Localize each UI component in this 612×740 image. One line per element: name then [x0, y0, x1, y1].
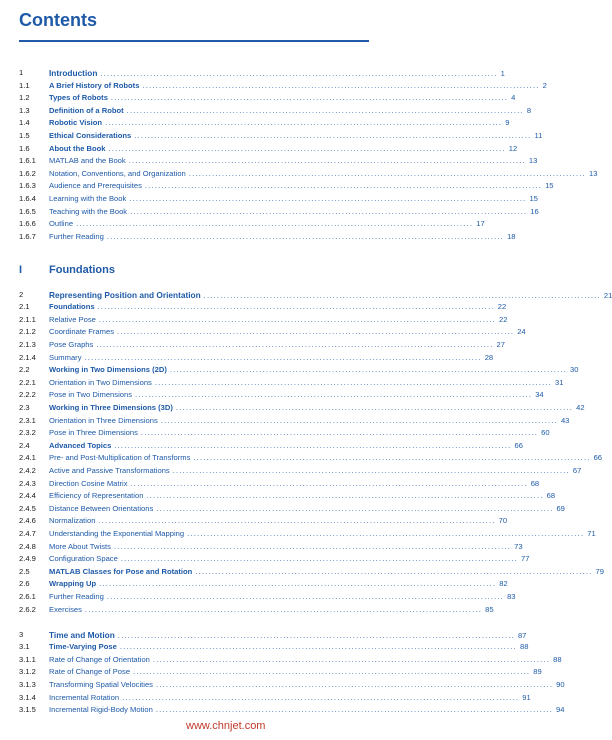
section-title[interactable]: Advanced Topics [49, 440, 112, 450]
section-number: 2.4.4 [19, 491, 36, 501]
page-number[interactable]: 79 [595, 566, 604, 576]
dot-leader: ........................................................................................................................ [84, 604, 483, 614]
page-number[interactable]: 18 [507, 231, 516, 241]
page-number[interactable]: 66 [514, 440, 523, 450]
toc-entry[interactable] [19, 692, 531, 704]
section-title[interactable]: Pose in Two Dimensions [49, 390, 133, 400]
section-title[interactable]: Incremental Rigid-Body Motion [49, 705, 153, 715]
toc-entry-line [49, 604, 494, 616]
page-number[interactable]: 22 [499, 314, 508, 324]
dot-leader: ........................................................................................................................ [84, 352, 482, 362]
section-number: 3.1 [19, 642, 30, 652]
dot-leader: ........................................................................................................................ [114, 440, 512, 450]
section-title[interactable]: Pre- and Post-Multiplication of Transforms [49, 453, 191, 463]
dot-leader: ........................................................................................................................ [130, 478, 528, 488]
section-title[interactable]: Incremental Rotation [49, 692, 120, 702]
dot-leader: ........................................................................................................................ [195, 566, 593, 576]
section-title[interactable]: Coordinate Frames [49, 327, 114, 337]
section-number: 2.1.4 [19, 352, 36, 362]
dot-leader: ........................................................................................................................ [175, 402, 574, 412]
page-number[interactable]: 17 [476, 219, 485, 229]
toc-entry-line [49, 193, 538, 205]
section-title[interactable]: Active and Passive Transformations [49, 465, 170, 475]
toc-entry-line [49, 553, 530, 565]
page-number[interactable]: 68 [546, 491, 556, 501]
page-number[interactable]: 85 [485, 604, 494, 614]
toc-entry-line [49, 231, 516, 243]
dot-leader: ........................................................................................................................ [187, 528, 585, 538]
dot-leader: ........................................................................................................................ [119, 642, 517, 652]
toc-entry-line [49, 666, 542, 678]
toc-entry[interactable] [19, 427, 550, 439]
page-number[interactable]: 82 [499, 579, 508, 589]
toc-entry-line [49, 654, 562, 666]
dot-leader: ........................................................................................................................ [97, 302, 495, 312]
toc-entry[interactable] [19, 591, 516, 603]
toc-entry-line [49, 427, 550, 439]
dot-leader: ........................................................................................................................ [122, 692, 520, 702]
section-title[interactable]: Audience and Prerequisites [49, 181, 142, 191]
toc-entry-line [49, 692, 531, 704]
section-number: 3.1.2 [19, 667, 36, 677]
toc-entry-line [49, 389, 544, 401]
toc-entry-line [49, 490, 556, 502]
toc-entry[interactable] [19, 105, 532, 117]
section-title[interactable]: Teaching with the Book [49, 206, 128, 216]
dot-leader: ........................................................................................................................ [154, 377, 553, 387]
toc-entry[interactable] [19, 143, 518, 155]
section-title[interactable]: Rate of Change of Orientation [49, 654, 150, 664]
toc-entry[interactable] [19, 541, 523, 553]
dot-leader: ........................................................................................................................ [160, 415, 558, 425]
page-number[interactable]: 28 [484, 352, 494, 362]
toc-entry[interactable] [19, 180, 554, 192]
dot-leader: ........................................................................................................................ [108, 143, 506, 153]
page-number[interactable]: 13 [588, 168, 598, 178]
page-number[interactable]: 2 [542, 80, 547, 90]
section-title[interactable]: Rate of Change of Pose [49, 667, 131, 677]
section-number: 1.3 [19, 105, 30, 115]
toc-entry[interactable] [19, 528, 596, 540]
section-number: 2.4.3 [19, 478, 36, 488]
part-title: Foundations [49, 264, 115, 276]
dot-leader: ........................................................................................................................ [98, 314, 497, 324]
page-number[interactable]: 88 [520, 642, 529, 652]
toc-entry[interactable] [19, 503, 565, 515]
dot-leader: ........................................................................................................................ [99, 579, 497, 589]
toc-entry[interactable] [19, 67, 505, 79]
toc-entry[interactable] [19, 679, 565, 691]
section-number: 2.2.1 [19, 377, 36, 387]
toc-entry-line [49, 168, 598, 180]
page-number[interactable]: 68 [530, 478, 540, 488]
section-number: 2.4.1 [19, 453, 36, 463]
section-number: 2.3.1 [19, 415, 36, 425]
section-title[interactable]: Understanding the Exponential Mapping [49, 528, 185, 538]
section-title[interactable]: Direction Cosine Matrix [49, 478, 128, 488]
section-number: 2.6 [19, 579, 30, 589]
dot-leader: ........................................................................................................................ [135, 390, 533, 400]
toc-entry[interactable] [19, 641, 529, 653]
page-number[interactable]: 24 [517, 327, 526, 337]
toc-entry[interactable] [19, 478, 540, 490]
toc-entry[interactable] [19, 377, 564, 389]
page-number[interactable]: 8 [526, 105, 532, 115]
section-number: 2.4.8 [19, 541, 36, 551]
section-title[interactable]: About the Book [49, 143, 106, 153]
toc-entry-line [49, 402, 585, 414]
dot-leader: ........................................................................................................................ [133, 667, 531, 677]
page-number[interactable]: 31 [555, 377, 564, 387]
section-title[interactable]: Ethical Considerations [49, 131, 132, 140]
toc-entry-line [49, 92, 516, 104]
dot-leader: ........................................................................................................................ [188, 168, 586, 178]
section-number: 2.3 [19, 402, 30, 412]
toc-entry-line [49, 352, 494, 364]
page-number[interactable]: 21 [603, 290, 612, 300]
toc-entry[interactable] [19, 364, 579, 376]
toc-entry-line [49, 339, 505, 351]
page-number[interactable]: 69 [556, 503, 565, 513]
toc-entry-line [49, 452, 603, 464]
dot-leader: ........................................................................................................................ [155, 679, 554, 689]
section-title[interactable]: Wrapping Up [49, 579, 97, 589]
watermark: www.chnjet.com [186, 720, 266, 732]
toc-entry[interactable] [19, 339, 505, 351]
section-title[interactable]: MATLAB and the Book [49, 156, 126, 166]
section-number: 1.1 [19, 80, 30, 90]
dot-leader: ........................................................................................................................ [134, 131, 532, 140]
section-title[interactable]: Efficiency of Representation [49, 491, 144, 501]
section-number: 3.1.3 [19, 679, 36, 689]
dot-leader: ........................................................................................................................ [96, 339, 494, 349]
toc-entry-line [49, 218, 485, 230]
toc-entry[interactable] [19, 553, 530, 565]
section-number: 1.6.6 [19, 219, 36, 229]
section-title[interactable]: Configuration Space [49, 554, 118, 564]
page-number[interactable]: 30 [570, 365, 579, 375]
section-title[interactable]: Distance Between Orientations [49, 503, 154, 513]
section-number: 2.1 [19, 302, 30, 312]
section-title[interactable]: Working in Two Dimensions (2D) [49, 365, 167, 375]
toc-entry[interactable] [19, 206, 539, 218]
toc-entry-line [49, 515, 508, 527]
toc-entry[interactable] [19, 168, 598, 180]
section-title[interactable]: Definition of a Robot [49, 105, 124, 115]
toc-entry[interactable] [19, 314, 508, 326]
page-number[interactable]: 43 [560, 415, 570, 425]
section-number: 1.6.2 [19, 168, 36, 178]
toc-entry[interactable] [19, 326, 526, 338]
dot-leader: ........................................................................................................................ [120, 554, 518, 564]
page-number[interactable]: 15 [529, 194, 538, 203]
page-number[interactable]: 15 [545, 181, 554, 191]
page-number[interactable]: 83 [507, 591, 516, 601]
page-number[interactable]: 77 [521, 554, 530, 564]
section-number: 2.4 [19, 440, 30, 450]
toc-entry-line [49, 415, 570, 427]
toc-entry-line [49, 289, 612, 302]
page-number[interactable]: 11 [534, 131, 543, 140]
section-title[interactable]: Transforming Spatial Velocities [49, 679, 153, 689]
section-title[interactable]: Working in Three Dimensions (3D) [49, 402, 173, 412]
section-title[interactable]: Representing Position and Orientation [49, 289, 201, 300]
section-title[interactable]: Normalization [49, 516, 96, 526]
section-title[interactable]: MATLAB Classes for Pose and Rotation [49, 566, 193, 576]
section-number: 2.2.2 [19, 390, 36, 400]
toc-entry[interactable] [19, 155, 538, 167]
section-title[interactable]: Summary [49, 352, 82, 362]
toc-entry-line [49, 117, 510, 129]
toc-entry-line [49, 578, 508, 590]
section-number: 2.4.7 [19, 528, 36, 538]
section-number: 3.1.1 [19, 654, 36, 664]
dot-leader: ........................................................................................................................ [98, 516, 496, 526]
title-rule [19, 40, 369, 42]
toc-entry-line [49, 180, 554, 192]
section-title[interactable]: Further Reading [49, 231, 104, 241]
toc-entry-line [49, 679, 565, 691]
section-number: 2.6.2 [19, 604, 36, 614]
dot-leader: ........................................................................................................................ [105, 118, 503, 128]
page-number[interactable]: 1 [500, 69, 505, 78]
page-number[interactable]: 16 [530, 206, 539, 216]
section-title[interactable]: A Brief History of Robots [49, 80, 140, 90]
toc-entry-line [49, 566, 604, 578]
section-number: 1.2 [19, 93, 30, 103]
dot-leader: ........................................................................................................................ [156, 503, 554, 513]
section-number: 1.6.3 [19, 181, 36, 191]
toc-entry-line [49, 143, 518, 155]
section-title[interactable]: Foundations [49, 302, 95, 312]
section-title[interactable]: Introduction [49, 68, 98, 78]
section-number: 1.6.5 [19, 206, 36, 216]
dot-leader: ........................................................................................................................ [203, 290, 601, 300]
toc-entry[interactable] [19, 289, 612, 301]
section-title[interactable]: Outline [49, 219, 74, 229]
toc-entry-line [49, 478, 540, 490]
toc-entry[interactable] [19, 301, 507, 313]
section-number: 2.4.9 [19, 554, 36, 564]
toc-entry-line [49, 206, 539, 218]
section-title[interactable]: Types of Robots [49, 93, 108, 103]
section-title[interactable]: Pose Graphs [49, 339, 94, 349]
toc-entry-line [49, 629, 527, 642]
section-number: 1.6.1 [19, 156, 36, 166]
toc-entry-line [49, 80, 547, 92]
page-number[interactable]: 87 [517, 630, 527, 640]
section-title[interactable]: Exercises [49, 604, 82, 614]
toc-entry-line [49, 314, 508, 326]
toc-entry-line [49, 364, 579, 376]
toc-entry[interactable] [19, 465, 582, 477]
part-heading [19, 264, 369, 280]
page-number[interactable]: 91 [522, 692, 531, 702]
toc-entry[interactable] [19, 566, 604, 578]
toc-entry-line [49, 503, 565, 515]
page-number[interactable]: 13 [528, 156, 538, 166]
page-number[interactable]: 27 [496, 339, 505, 349]
toc-entry[interactable] [19, 490, 556, 502]
section-number: 2.1.3 [19, 339, 36, 349]
section-title[interactable]: Robotic Vision [49, 118, 103, 128]
toc-entry[interactable] [19, 218, 485, 230]
section-number: 1.6.7 [19, 231, 36, 241]
toc-entry[interactable] [19, 629, 527, 641]
toc-entry-line [49, 465, 582, 477]
page-number[interactable]: 60 [541, 428, 550, 438]
section-number: 2 [19, 289, 24, 299]
section-title[interactable]: Relative Pose [49, 314, 96, 324]
dot-leader: ........................................................................................................................ [140, 428, 539, 438]
toc-entry-line [49, 528, 596, 540]
toc-entry-line [49, 377, 564, 389]
section-number: 2.4.6 [19, 516, 36, 526]
page-number[interactable]: 66 [593, 453, 603, 463]
toc-entry-line [49, 641, 529, 653]
toc-entry-line [49, 301, 507, 313]
section-number: 2.2 [19, 365, 30, 375]
toc-entry[interactable] [19, 130, 543, 142]
section-title[interactable]: Notation, Conventions, and Organization [49, 168, 186, 178]
toc-entry[interactable] [19, 92, 516, 104]
dot-leader: ........................................................................................................................ [152, 654, 551, 664]
section-title[interactable]: More About Twists [49, 541, 111, 551]
dot-leader: ........................................................................................................................ [155, 705, 554, 715]
section-number: 1.5 [19, 131, 30, 140]
toc-entry[interactable] [19, 452, 603, 464]
section-number: 2.6.1 [19, 591, 36, 601]
toc-entry[interactable] [19, 704, 565, 716]
toc-entry[interactable] [19, 654, 562, 666]
toc-entry[interactable] [19, 352, 494, 364]
section-number: 2.5 [19, 566, 30, 576]
dot-leader: ........................................................................................................................ [106, 591, 505, 601]
page-number[interactable]: 4 [511, 93, 516, 103]
section-title[interactable]: Further Reading [49, 591, 104, 601]
section-number: 2.4.5 [19, 503, 36, 513]
section-title[interactable]: Pose in Three Dimensions [49, 428, 138, 438]
dot-leader: ........................................................................................................................ [144, 181, 543, 191]
page-number[interactable]: 90 [556, 679, 565, 689]
toc-entry[interactable] [19, 80, 547, 92]
dot-leader: ........................................................................................................................ [172, 465, 570, 475]
toc-entry[interactable] [19, 440, 523, 452]
section-number: 3.1.5 [19, 705, 36, 715]
dot-leader: ........................................................................................................................ [169, 365, 568, 375]
part-number: I [19, 264, 23, 276]
page-title: Contents [19, 10, 97, 30]
section-title[interactable]: Orientation in Two Dimensions [49, 377, 152, 387]
dot-leader: ........................................................................................................................ [142, 80, 540, 90]
toc-entry-line [49, 440, 523, 452]
section-title[interactable]: Learning with the Book [49, 194, 127, 203]
toc-entry-line [49, 155, 538, 167]
page-number[interactable]: 70 [498, 516, 508, 526]
dot-leader: ........................................................................................................................ [126, 105, 524, 115]
section-number: 2.1.1 [19, 314, 36, 324]
section-number: 1.4 [19, 118, 30, 128]
toc-entry-line [49, 130, 543, 142]
page-number[interactable]: 94 [556, 705, 565, 715]
dot-leader: ........................................................................................................................ [128, 156, 526, 166]
section-number: 2.1.2 [19, 327, 36, 337]
toc-entry[interactable] [19, 415, 570, 427]
section-number: 2.3.2 [19, 428, 36, 438]
toc-entry-line [49, 541, 523, 553]
dot-leader: ........................................................................................................................ [106, 231, 505, 241]
dot-leader: ........................................................................................................................ [110, 93, 509, 103]
page-number[interactable]: 12 [508, 143, 518, 153]
dot-leader: ........................................................................................................................ [76, 219, 474, 229]
toc-entry[interactable] [19, 231, 516, 243]
dot-leader: ........................................................................................................................ [193, 453, 591, 463]
toc-entry[interactable] [19, 193, 538, 205]
toc-entry-line [49, 704, 565, 716]
section-number: 1.6.4 [19, 194, 36, 203]
toc-entry-line [49, 105, 532, 117]
page-number[interactable]: 42 [576, 402, 585, 412]
section-number: 1.6 [19, 143, 30, 153]
dot-leader: ........................................................................................................................ [100, 69, 498, 78]
toc-entry[interactable] [19, 389, 544, 401]
section-title[interactable]: Time and Motion [49, 629, 115, 640]
page-number[interactable]: 9 [505, 118, 510, 128]
section-title[interactable]: Time-Varying Pose [49, 642, 117, 652]
section-number: 3 [19, 629, 24, 639]
page-number[interactable]: 67 [572, 465, 582, 475]
dot-leader: ........................................................................................................................ [117, 630, 515, 640]
dot-leader: ........................................................................................................................ [113, 541, 512, 551]
toc-entry[interactable] [19, 666, 542, 678]
section-number: 3.1.4 [19, 692, 36, 702]
toc-entry-line [49, 326, 526, 338]
page-number[interactable]: 89 [533, 667, 542, 677]
page-number[interactable]: 22 [497, 302, 507, 312]
page-number[interactable]: 88 [553, 654, 562, 664]
dot-leader: ........................................................................................................................ [130, 206, 528, 216]
page-number[interactable]: 71 [587, 528, 596, 538]
toc-entry[interactable] [19, 402, 585, 414]
dot-leader: ........................................................................................................................ [117, 327, 515, 337]
section-title[interactable]: Orientation in Three Dimensions [49, 415, 158, 425]
page-number[interactable]: 34 [535, 390, 544, 400]
toc-entry[interactable] [19, 515, 508, 527]
dot-leader: ........................................................................................................................ [146, 491, 544, 501]
dot-leader: ........................................................................................................................ [129, 194, 527, 203]
toc-entry[interactable] [19, 578, 508, 590]
page-number[interactable]: 73 [514, 541, 523, 551]
toc-entry[interactable] [19, 117, 510, 129]
section-number: 1 [19, 68, 24, 77]
section-number: 2.4.2 [19, 465, 36, 475]
toc-entry-line [49, 591, 516, 603]
toc-entry-line [49, 67, 505, 80]
toc-entry[interactable] [19, 604, 494, 616]
